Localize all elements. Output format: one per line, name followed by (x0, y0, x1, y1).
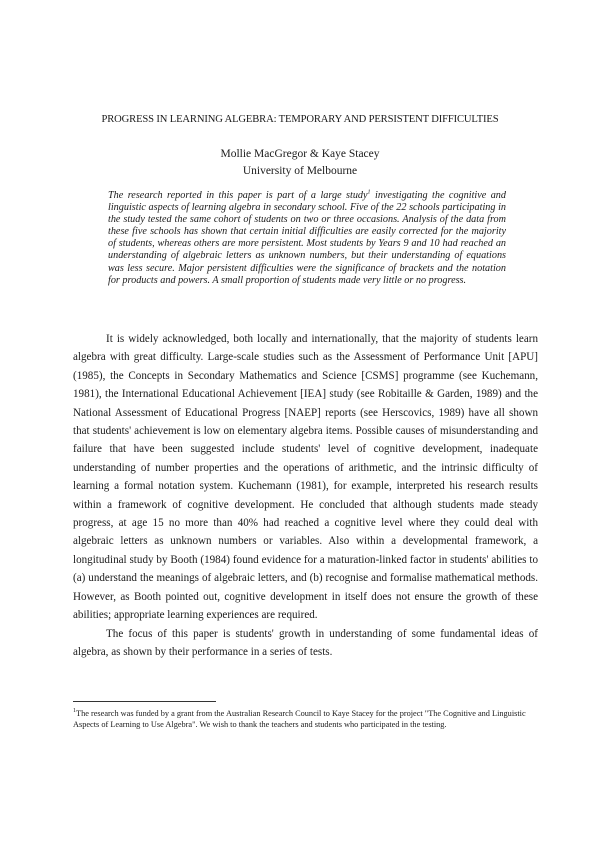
footnote-reference: 1 (367, 189, 371, 196)
footnote-divider (73, 701, 216, 702)
body-paragraph: The focus of this paper is students' growth in understanding of some fundamental ideas of algebra, as shown by their performance in a series of tests. (73, 627, 538, 658)
body-text (73, 330, 538, 661)
footnote (73, 708, 538, 730)
abstract-text-start: The research reported in this paper is part of a large study (108, 190, 368, 201)
abstract-text-rest: investigating the cognitive and linguistic aspects of learning algebra in secondary school. Five of the 22 schools participating in the study tested the same cohort of students on two or three occasions. Analysis of the data from these five schools has shown that certain initial difficulties are easily corrected for the majority of students, whereas others are more persistent. Most students by Years 9 and 10 had reached an understanding of algebraic letters as unknown numbers, but their understanding of equations was less secure. Major persistent difficulties were the significance of brackets and the notation for products and powers. A small proportion of students made very little or no progress. (108, 190, 506, 286)
abstract (108, 190, 506, 287)
author-names: Mollie MacGregor & Kaye Stacey (220, 148, 380, 160)
body-paragraph: It is widely acknowledged, both locally and internationally, that the majority of students learn algebra with great difficulty. Large-scale studies such as the Assessment of Performance Unit [APU] (1985), the Concepts in Secondary Mathematics and Science [CSMS] programme (see Kuchemann, 1981), the International Educational Achievement [IEA] study (see Robitaille & Garden, 1989) and the National Assessment of Educational Progress [NAEP] reports (see Herscovics, 1989) have all shown that students' achievement is low on elementary algebra items. Possible causes of misunderstanding and failure that have been suggested include students' level of cognitive development, inadequate understanding of number properties and the operations of arithmetic, and the intrinsic difficulty of learning a formal notation system. Kuchemann (1981), for example, interpreted his research results within a framework of cognitive development. He concluded that although students made steady progress, at age 15 no more than 40% had reached a cognitive level where they could deal with algebraic letters as unknown numbers or variables. Also within a developmental framework, a longitudinal study by Booth (1984) found evidence for a maturation-linked factor in students' abilities to (a) understand the meanings of algebraic letters, and (b) recognise and formalise mathematical methods. However, as Booth pointed out, cognitive development in itself does not ensure the growth of these abilities; appropriate learning experiences are required. (73, 333, 538, 622)
footnote-text: The research was funded by a grant from the Australian Research Council to Kaye Stacey for the project "The Cognitive and Linguistic Aspects of Learning to Use Algebra". We wish to thank the teachers and students who participated in the testing. (73, 709, 526, 730)
author-affiliation: University of Melbourne (242, 165, 358, 177)
author-block (150, 146, 450, 180)
footnote-mark: 1 (73, 708, 76, 715)
paper-title: PROGRESS IN LEARNING ALGEBRA: TEMPORARY AND PERSISTENT DIFFICULTIES (101, 114, 499, 125)
